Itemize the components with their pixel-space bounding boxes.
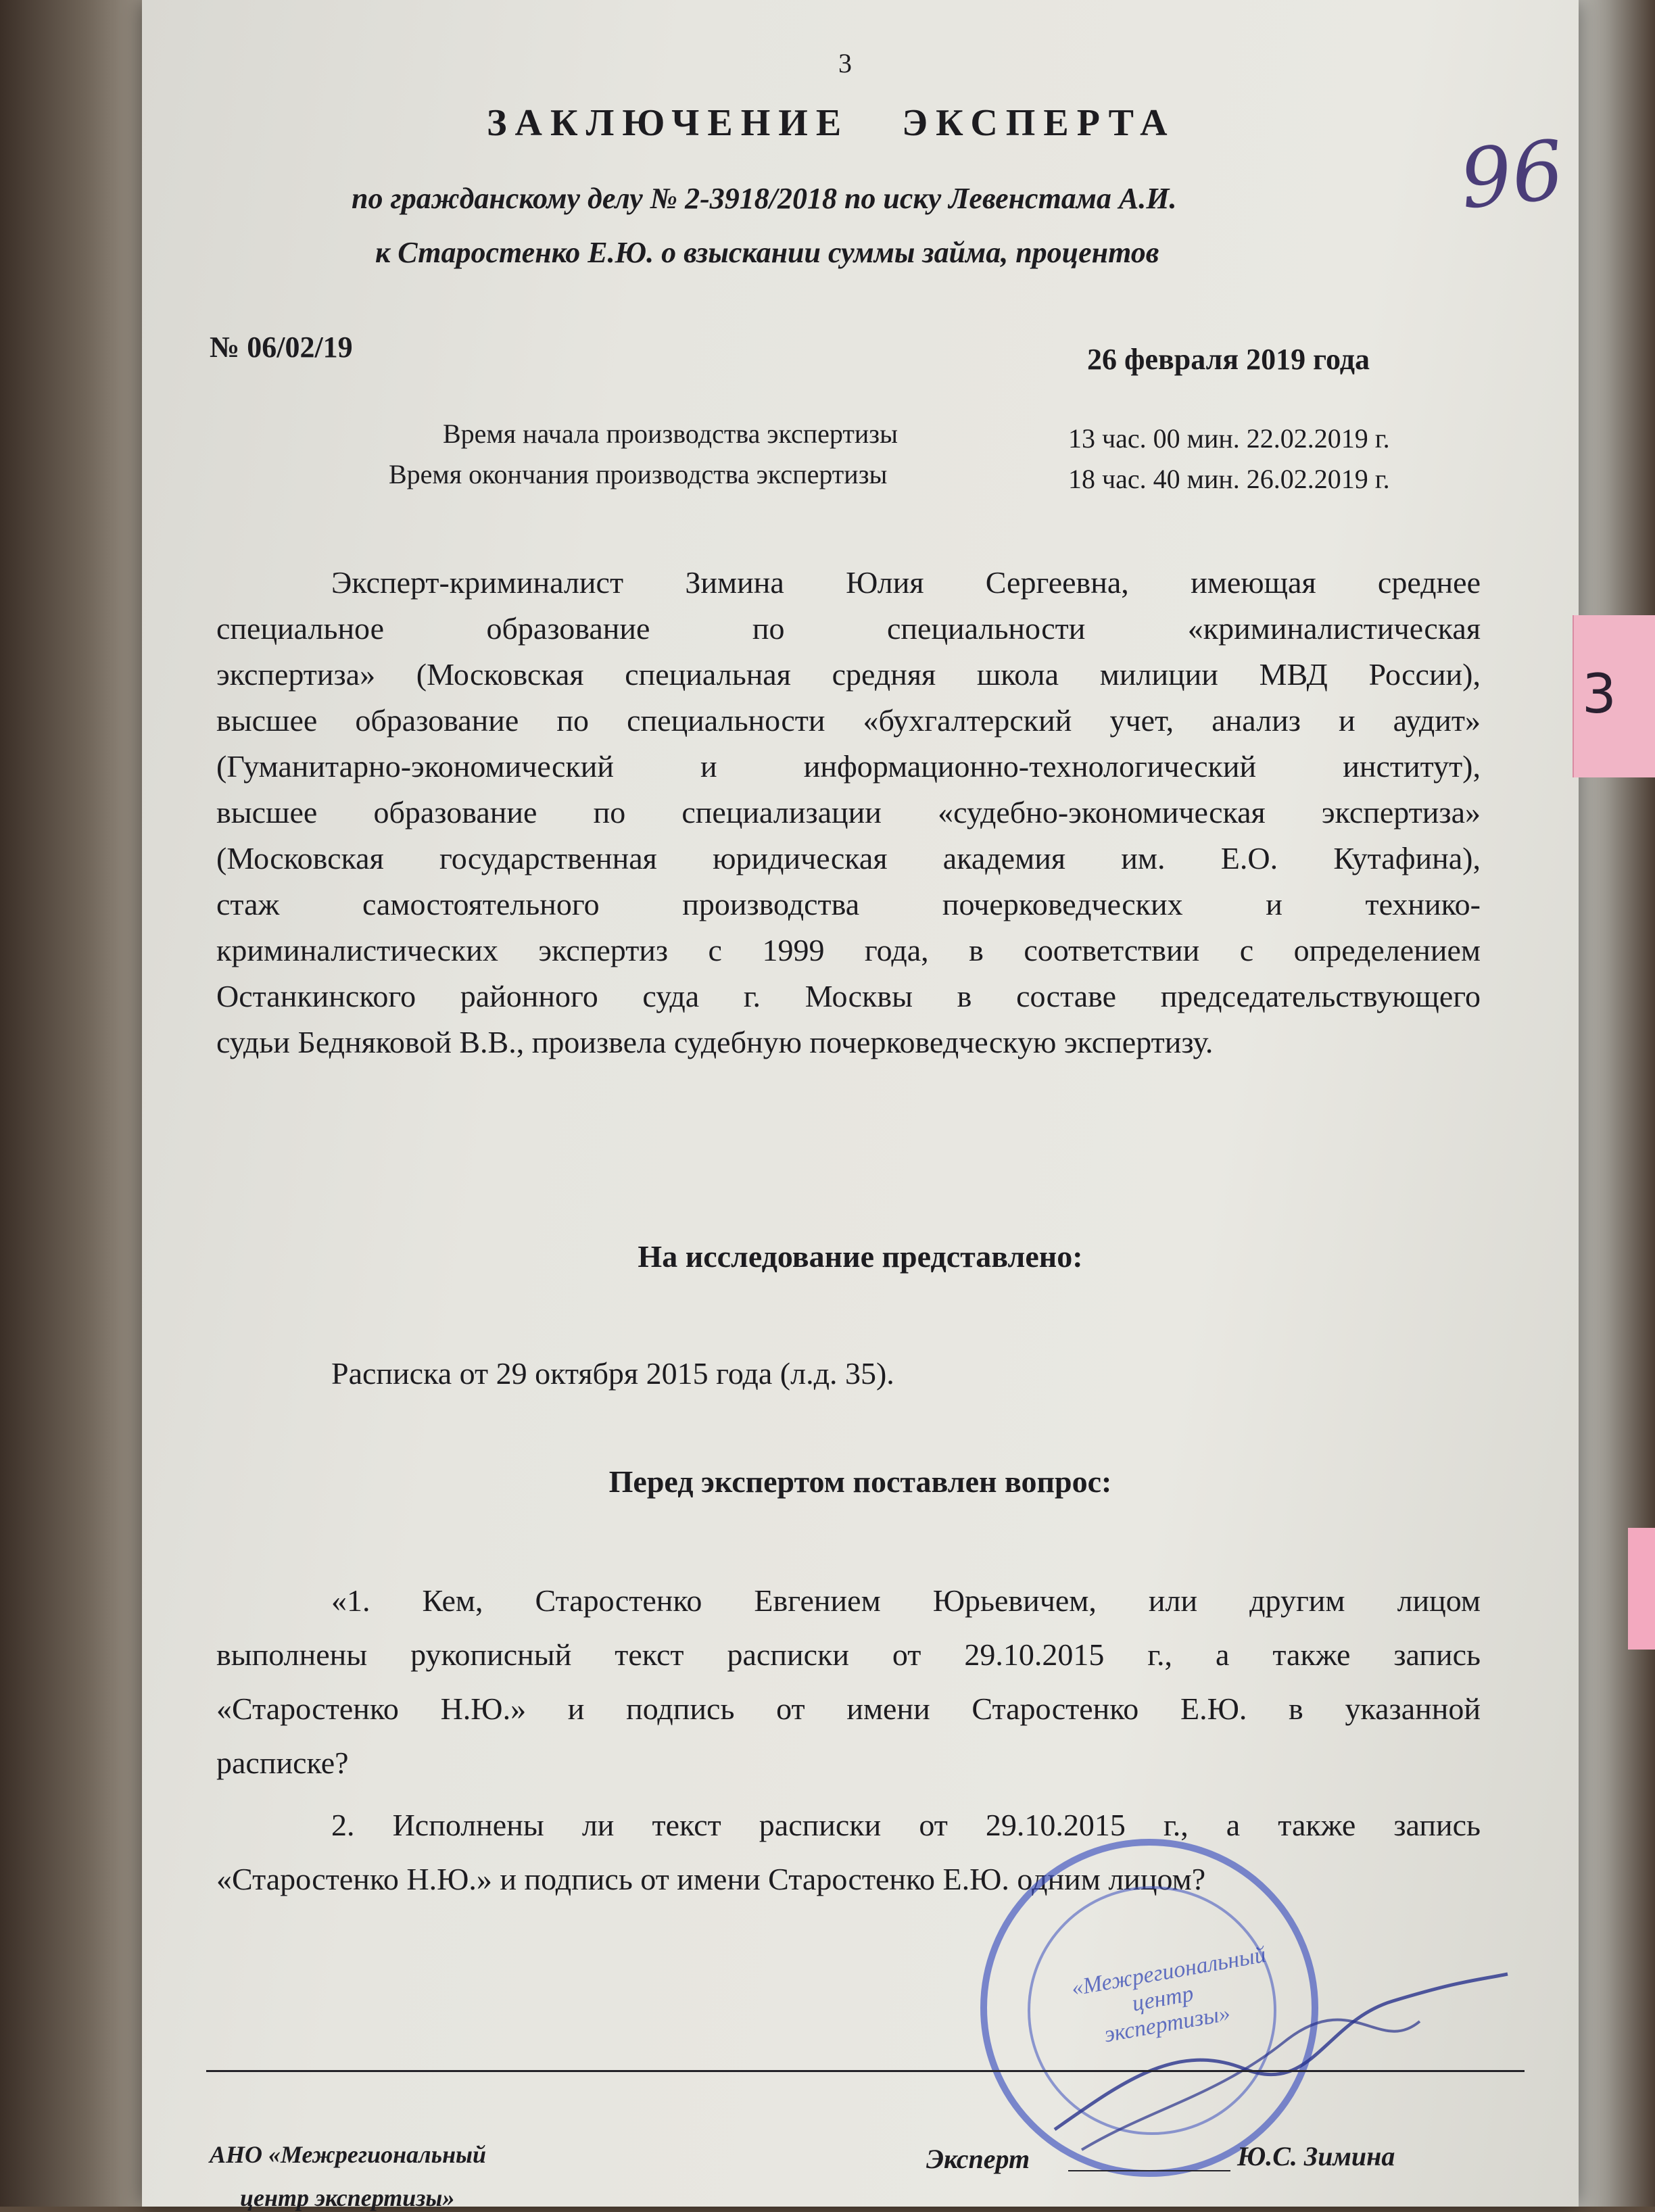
document-page	[142, 0, 1579, 2211]
footer-organization: АНО «Межрегиональный	[210, 2141, 487, 2168]
text-line: высшее образование по специализации «судебно-экономическая экспертиза»	[216, 795, 1481, 830]
text-line: расписке?	[216, 1746, 349, 1780]
question-2-paragraph	[216, 1798, 1481, 1906]
text-line: «Старостенко Н.Ю.» и подпись от имени Старостенко Е.Ю. в указанной	[216, 1691, 1481, 1726]
end-time-value: 18 час. 40 мин. 26.02.2019 г.	[1068, 464, 1390, 494]
text-line: специальное образование по специальности «криминалистическая	[216, 611, 1481, 646]
document-date: 26 февраля 2019 года	[1087, 343, 1370, 376]
document-title: ЗАКЛЮЧЕНИЕ ЭКСПЕРТА	[487, 102, 1176, 144]
stamp-text: «Межрегиональный центр экспертизы»	[1070, 1942, 1268, 2048]
text-line: Эксперт-криминалист Зимина Юлия Сергеевна, имеющая среднее	[331, 565, 1481, 600]
background-right	[1567, 0, 1655, 2207]
start-time-value: 13 час. 00 мин. 22.02.2019 г.	[1068, 423, 1390, 454]
footer-expert-label: Эксперт	[926, 2144, 1030, 2174]
sticky-note-tab	[1573, 615, 1655, 777]
background-left	[0, 0, 155, 2207]
document-number: № 06/02/19	[210, 331, 353, 364]
text-line: «Старостенко Н.Ю.» и подпись от имени Старостенко Е.Ю. одним лицом?	[216, 1862, 1206, 1896]
section-question-heading: Перед экспертом поставлен вопрос:	[608, 1464, 1112, 1499]
text-line: Останкинского районного суда г. Москвы в составе председательствующего	[216, 979, 1481, 1013]
footer-organization-line2: центр экспертизы»	[240, 2184, 455, 2211]
subtitle-line-2: к Старостенко Е.Ю. о взыскании суммы займа, процентов	[375, 236, 1159, 269]
start-time-label: Время начала производства экспертизы	[443, 418, 898, 449]
text-line: экспертиза» (Московская специальная средняя школа милиции МВД России),	[216, 657, 1481, 692]
text-line: судьи Бедняковой В.В., произвела судебную почерковедческую экспертизу.	[216, 1025, 1214, 1059]
text-line: (Московская государственная юридическая академия им. Е.О. Кутафина),	[216, 841, 1481, 875]
page-number: 3	[838, 48, 852, 78]
handwritten-signature	[1041, 1961, 1514, 2163]
sticky-note-tab-secondary	[1628, 1528, 1655, 1650]
text-line: (Гуманитарно-экономический и информационно-технологический институт),	[216, 749, 1481, 784]
presented-item	[331, 1351, 1481, 1397]
sticky-note-text: 3	[1582, 663, 1616, 725]
signature-line	[1068, 2170, 1230, 2171]
text-line: криминалистических экспертиз с 1999 года, в соответствии с определением	[216, 933, 1481, 967]
footer-expert-name: Ю.С. Зимина	[1237, 2141, 1395, 2171]
footer-divider	[206, 2070, 1525, 2072]
text-line: Расписка от 29 октября 2015 года (л.д. 35).	[331, 1356, 894, 1391]
text-line: выполнены рукописный текст расписки от 29.10.2015 г., а также запись	[216, 1637, 1481, 1672]
end-time-label: Время окончания производства экспертизы	[389, 459, 888, 489]
text-line: стаж самостоятельного производства почерковедческих и технико-	[216, 887, 1481, 921]
text-line: «1. Кем, Старостенко Евгением Юрьевичем, или другим лицом	[331, 1583, 1481, 1618]
text-line: высшее образование по специальности «бухгалтерский учет, анализ и аудит»	[216, 703, 1481, 738]
section-presented-heading: На исследование представлено:	[638, 1239, 1083, 1274]
text-line: 2. Исполнены ли текст расписки от 29.10.2015 г., а также запись	[331, 1808, 1481, 1842]
question-1-paragraph	[216, 1574, 1481, 1790]
handwritten-page-number: 96	[1456, 123, 1568, 228]
intro-paragraph	[216, 560, 1481, 1065]
subtitle-line-1: по гражданскому делу № 2-3918/2018 по иску Левенстама А.И.	[352, 182, 1177, 215]
